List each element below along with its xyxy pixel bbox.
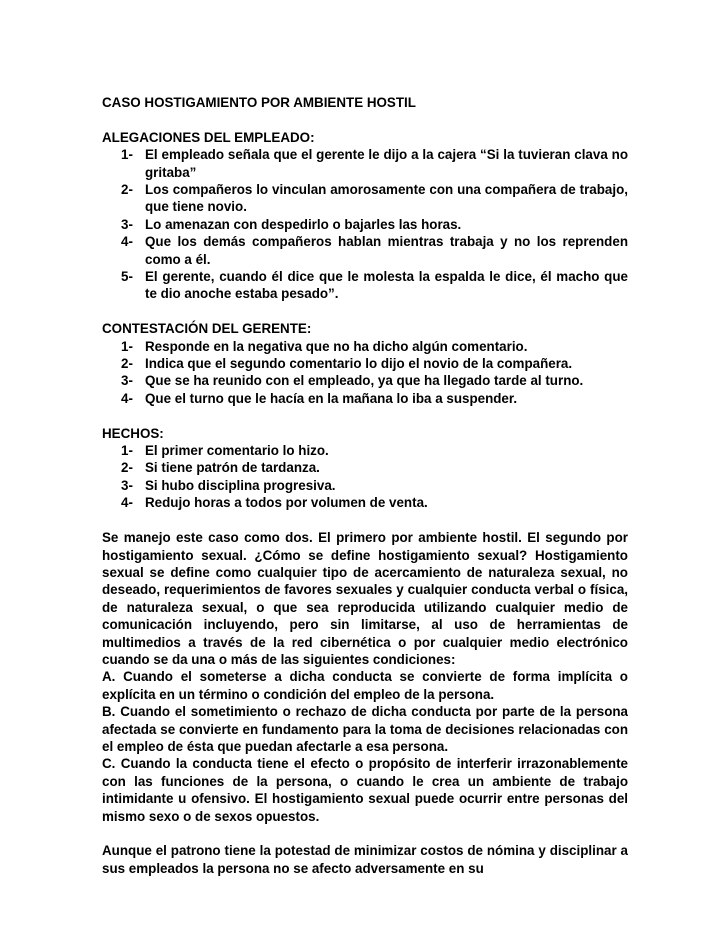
list-item xyxy=(102,233,628,268)
section-alegaciones xyxy=(102,129,628,303)
item-number: 4- xyxy=(121,495,133,511)
contestacion-list xyxy=(102,338,628,408)
item-number: 4- xyxy=(121,234,133,250)
section-heading-alegaciones: ALEGACIONES DEL EMPLEADO: xyxy=(102,129,315,145)
alegaciones-list xyxy=(102,146,628,303)
item-text: Si tiene patrón de tardanza. xyxy=(145,460,320,476)
analysis-section xyxy=(102,529,628,825)
item-number: 1- xyxy=(121,443,133,459)
item-text: El primer comentario lo hizo. xyxy=(145,443,329,459)
item-text: Si hubo disciplina progresiva. xyxy=(145,477,336,493)
item-text: Lo amenazan con despedirlo o bajarles las horas. xyxy=(145,216,462,232)
list-item xyxy=(102,494,628,511)
section-heading-hechos: HECHOS: xyxy=(102,425,164,441)
item-number: 5- xyxy=(121,269,133,285)
paragraph-conclusion: Aunque el patrono tiene la potestad de minimizar costos de nómina y disciplinar a sus empleados la persona no se afecto adversamente en su xyxy=(102,843,628,876)
paragraph-condition-c: C. Cuando la conducta tiene el efecto o propósito de interferir irrazonablemente con las funciones de la persona, o cuando le crea un ambiente de trabajo intimidante u ofensivo. El hostigamiento sexual puede ocurrir entre personas del mismo sexo o de sexos opuestos. xyxy=(102,756,628,824)
hechos-list xyxy=(102,442,628,512)
list-item xyxy=(102,459,628,476)
item-text: Que se ha reunido con el empleado, ya que ha llegado tarde al turno. xyxy=(145,373,584,389)
item-number: 4- xyxy=(121,390,133,406)
item-text: El empleado señala que el gerente le dijo a la cajera “Si la tuvieran clava no gritaba” xyxy=(145,147,628,180)
document-page xyxy=(102,94,628,877)
list-item xyxy=(102,390,628,407)
item-text: El gerente, cuando él dice que le molesta la espalda le dice, él macho que te dio anoche estaba pesado”. xyxy=(145,269,628,302)
section-hechos xyxy=(102,425,628,512)
item-number: 1- xyxy=(121,338,133,354)
item-number: 3- xyxy=(121,477,133,493)
item-number: 2- xyxy=(121,460,133,476)
list-item xyxy=(102,146,628,181)
section-heading-contestacion: CONTESTACIÓN DEL GERENTE: xyxy=(102,321,312,337)
list-item xyxy=(102,268,628,303)
paragraph-condition-b: B. Cuando el sometimiento o rechazo de dicha conducta por parte de la persona afectada se convierte en fundamento para la toma de decisiones relacionadas con el empleo de ésta que puedan afectarle a esa persona. xyxy=(102,704,628,754)
list-item xyxy=(102,372,628,389)
item-number: 3- xyxy=(121,373,133,389)
conclusion-section xyxy=(102,842,628,877)
list-item xyxy=(102,355,628,372)
item-number: 3- xyxy=(121,216,133,232)
item-text: Que el turno que le hacía en la mañana lo iba a suspender. xyxy=(145,390,518,406)
list-item xyxy=(102,181,628,216)
item-number: 1- xyxy=(121,147,133,163)
item-number: 2- xyxy=(121,356,133,372)
document-title: CASO HOSTIGAMIENTO POR AMBIENTE HOSTIL xyxy=(102,95,416,110)
item-text: Responde en la negativa que no ha dicho algún comentario. xyxy=(145,338,528,354)
item-number: 2- xyxy=(121,182,133,198)
paragraph-definition: Se manejo este caso como dos. El primero por ambiente hostil. El segundo por hostigamiento sexual. ¿Cómo se define hostigamiento sexual? Hostigamiento sexual se define como cualquier tipo de acercamiento de naturaleza sexual, no deseado, requerimientos de favores sexuales y cualquier conducta verbal o física, de naturaleza sexual, o que sea reproducida utilizando cualquier medio de comunicación incluyendo, pero sin limitarse, al uso de herramientas de multimedios a través de la red cibernética o por cualquier medio electrónico cuando se da una o más de las siguientes condiciones: xyxy=(102,530,628,667)
list-item xyxy=(102,442,628,459)
paragraph-condition-a: A. Cuando el someterse a dicha conducta se convierte de forma implícita o explícita en un término o condición del empleo de la persona. xyxy=(102,669,628,702)
item-text: Indica que el segundo comentario lo dijo el novio de la compañera. xyxy=(145,356,573,372)
section-contestacion xyxy=(102,320,628,407)
item-text: Los compañeros lo vinculan amorosamente con una compañera de trabajo, que tiene novio. xyxy=(145,182,628,215)
item-text: Redujo horas a todos por volumen de venta. xyxy=(145,495,428,511)
item-text: Que los demás compañeros hablan mientras trabaja y no los reprenden como a él. xyxy=(145,234,628,267)
list-item xyxy=(102,338,628,355)
list-item xyxy=(102,216,628,233)
list-item xyxy=(102,477,628,494)
